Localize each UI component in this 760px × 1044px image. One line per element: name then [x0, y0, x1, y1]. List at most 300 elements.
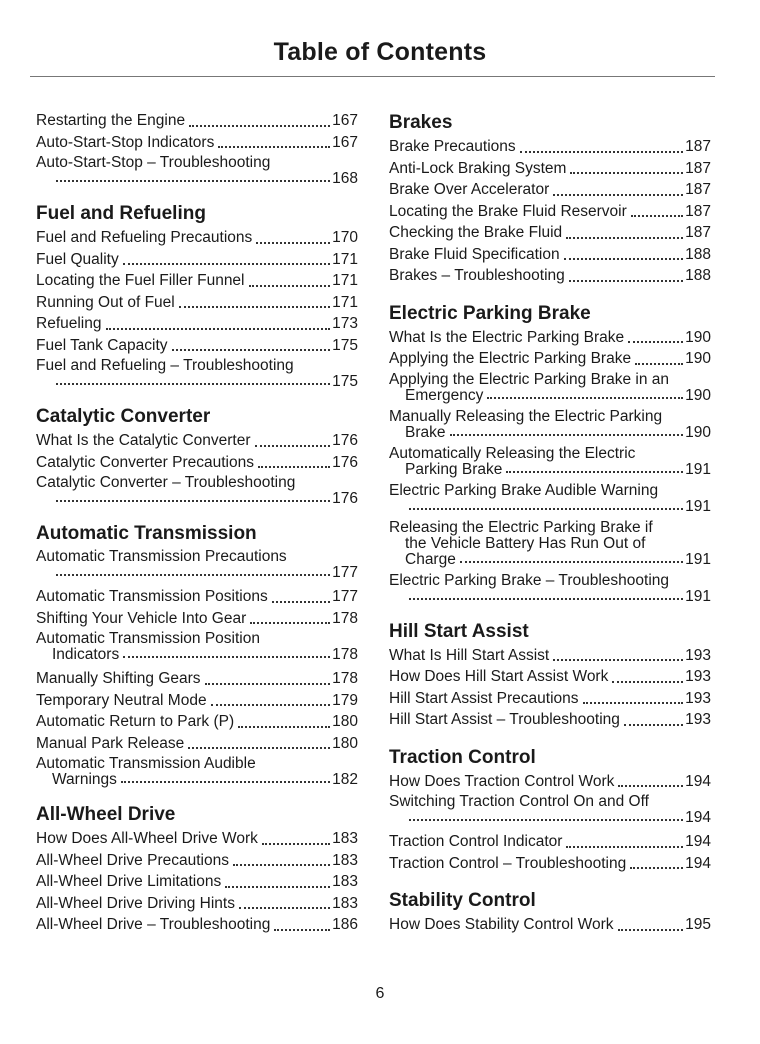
entry-page-number: 190: [685, 423, 711, 441]
toc-entry[interactable]: [36, 452, 358, 474]
dot-leader: [618, 785, 683, 787]
entry-page-number: 170: [332, 229, 358, 246]
entry-line: [36, 690, 358, 712]
dot-leader: [233, 864, 330, 866]
dot-leader: [255, 445, 331, 447]
entry-line: [389, 483, 711, 499]
dot-leader: [123, 656, 330, 658]
entry-line: [36, 227, 358, 249]
entry-line: [389, 573, 711, 589]
entry-title: What Is the Electric Parking Brake: [389, 328, 625, 346]
entry-page-number: 191: [685, 550, 711, 568]
entry-line: [389, 425, 711, 441]
entry-line: [389, 462, 711, 478]
dot-leader: [274, 929, 330, 931]
entry-title: Brakes – Troubleshooting: [389, 267, 565, 284]
entry-line: [36, 335, 358, 357]
dot-leader: [487, 397, 683, 399]
dot-leader: [618, 929, 684, 931]
dot-leader: [258, 466, 330, 468]
entry-line: [389, 709, 711, 731]
entry-line: [36, 772, 358, 788]
entry-page-number: 176: [332, 453, 358, 471]
dot-leader: [256, 242, 330, 244]
entry-line: [36, 549, 358, 565]
toc-left-column: [36, 110, 358, 936]
entry-title: Automatically Releasing the Electric: [389, 444, 636, 462]
toc-section: [389, 110, 711, 287]
entry-page-number: 178: [332, 646, 358, 663]
entry-page-number: 190: [685, 328, 711, 346]
toc-entry[interactable]: [389, 666, 711, 688]
dot-leader: [506, 471, 683, 473]
dot-leader: [106, 328, 331, 330]
toc-entry[interactable]: [36, 914, 358, 936]
entry-title: Fuel and Refueling – Troubleshooting: [36, 357, 294, 374]
entry-title: Manually Releasing the Electric Parking: [389, 407, 663, 425]
toc-entry[interactable]: [36, 631, 358, 663]
dot-leader: [409, 598, 683, 600]
toc-entry[interactable]: [36, 132, 358, 154]
toc-section: [389, 619, 711, 731]
entry-title: Automatic Transmission Positions: [36, 588, 268, 605]
toc-section: [389, 888, 711, 936]
entry-page-number: 187: [685, 181, 711, 198]
entry-title: Refueling: [36, 315, 102, 332]
entry-line: [389, 388, 711, 404]
entry-title: Indicators: [52, 646, 120, 663]
toc-entry[interactable]: [389, 831, 711, 853]
entry-line: [389, 499, 711, 515]
dot-leader: [262, 843, 330, 845]
toc-entry[interactable]: [389, 409, 711, 441]
dot-leader: [56, 180, 330, 182]
entry-line: [389, 409, 711, 425]
toc-section: [389, 745, 711, 875]
toc-entry[interactable]: [389, 265, 711, 287]
toc-entry[interactable]: [36, 733, 358, 755]
entry-page-number: 176: [332, 490, 358, 507]
entry-line: [36, 358, 358, 374]
dot-leader: [631, 215, 683, 217]
entry-title: Automatic Transmission Position: [36, 630, 260, 647]
entry-title: All-Wheel Drive Precautions: [36, 851, 229, 869]
entry-page-number: 193: [685, 646, 711, 664]
entry-line: [389, 136, 711, 158]
dot-leader: [570, 172, 683, 174]
entry-title: All-Wheel Drive – Troubleshooting: [36, 916, 271, 933]
entry-page-number: 191: [685, 587, 711, 605]
toc-entry[interactable]: [36, 227, 358, 249]
entry-line: [36, 850, 358, 872]
entry-line: [389, 348, 711, 370]
entry-page-number: 175: [332, 373, 358, 390]
entry-page-number: 167: [332, 133, 358, 151]
toc-entry[interactable]: [36, 430, 358, 452]
dot-leader: [238, 726, 330, 728]
toc-entry[interactable]: [389, 201, 711, 223]
entry-page-number: 183: [332, 851, 358, 869]
entry-page-number: 180: [332, 734, 358, 752]
entry-title: All-Wheel Drive Limitations: [36, 873, 222, 890]
entry-page-number: 190: [685, 386, 711, 404]
entry-line: [36, 110, 358, 132]
entry-line: [389, 771, 711, 793]
entry-line: [389, 520, 711, 536]
toc-section: [36, 110, 358, 187]
entry-title: Fuel Tank Capacity: [36, 336, 168, 354]
section-heading: Automatic Transmission: [36, 523, 257, 544]
dot-leader: [624, 724, 683, 726]
toc-section: [36, 201, 358, 390]
entry-line: [389, 244, 711, 266]
toc-section: [36, 521, 358, 788]
entry-line: [389, 914, 711, 936]
dot-leader: [121, 781, 330, 783]
entry-page-number: 193: [685, 711, 711, 728]
entry-title: Hill Start Assist – Troubleshooting: [389, 711, 620, 728]
toc-entry[interactable]: [389, 372, 711, 404]
toc-entry[interactable]: [36, 549, 358, 581]
entry-title: Catalytic Converter Precautions: [36, 453, 254, 471]
entry-line: [389, 222, 711, 244]
entry-page-number: 193: [685, 668, 711, 685]
entry-page-number: 175: [332, 336, 358, 354]
dot-leader: [564, 258, 684, 260]
dot-leader: [635, 363, 683, 365]
toc-right-column: [389, 110, 711, 936]
entry-page-number: 171: [332, 293, 358, 311]
entry-page-number: 194: [685, 772, 711, 790]
entry-title: Anti-Lock Braking System: [389, 159, 567, 177]
entry-title: Releasing the Electric Parking Brake if: [389, 518, 653, 536]
entry-line: [389, 158, 711, 180]
dot-leader: [249, 285, 331, 287]
page-number: 6: [375, 985, 385, 1002]
toc-entry[interactable]: [36, 313, 358, 335]
toc-entry[interactable]: [389, 446, 711, 478]
dot-leader: [179, 306, 330, 308]
toc-entry[interactable]: [389, 853, 711, 875]
entry-page-number: 183: [332, 830, 358, 847]
entry-line: [389, 372, 711, 388]
entry-line: [36, 828, 358, 850]
entry-page-number: 177: [332, 564, 358, 581]
entry-line: [36, 270, 358, 292]
entry-line: [36, 733, 358, 755]
entry-title: Applying the Electric Parking Brake in an: [389, 370, 670, 388]
entry-title: Brake: [405, 423, 446, 441]
toc-entry[interactable]: [36, 608, 358, 630]
toc-entry[interactable]: [389, 483, 711, 515]
dot-leader: [566, 846, 683, 848]
toc-section: [389, 301, 711, 605]
toc-entry[interactable]: [389, 794, 711, 826]
entry-page-number: 194: [685, 854, 711, 872]
entry-line: [389, 201, 711, 223]
entry-page-number: 171: [332, 272, 358, 289]
entry-title: Locating the Brake Fluid Reservoir: [389, 202, 627, 220]
dot-leader: [218, 146, 330, 148]
entry-line: [389, 831, 711, 853]
entry-page-number: 188: [685, 267, 711, 284]
entry-line: [389, 853, 711, 875]
dot-leader: [272, 601, 330, 603]
toc-entry[interactable]: [36, 668, 358, 690]
entry-line: [36, 914, 358, 936]
entry-line: [36, 430, 358, 452]
section-heading: Stability Control: [389, 890, 536, 911]
entry-page-number: 188: [685, 245, 711, 263]
entry-title: How Does Hill Start Assist Work: [389, 668, 609, 685]
entry-page-number: 177: [332, 588, 358, 605]
entry-title: Restarting the Engine: [36, 112, 186, 129]
entry-line: [389, 666, 711, 688]
dot-leader: [460, 561, 683, 563]
entry-title: Running Out of Fuel: [36, 293, 175, 311]
dot-leader: [409, 508, 683, 510]
dot-leader: [123, 263, 330, 265]
entry-title: Brake Fluid Specification: [389, 245, 560, 263]
toc-entry[interactable]: [36, 756, 358, 788]
toc-entry[interactable]: [36, 110, 358, 132]
dot-leader: [225, 886, 330, 888]
entry-page-number: 187: [685, 224, 711, 241]
dot-leader: [628, 341, 683, 343]
entry-line: [389, 446, 711, 462]
entry-title: Manually Shifting Gears: [36, 670, 201, 687]
section-heading: Traction Control: [389, 746, 536, 768]
dot-leader: [250, 622, 330, 624]
entry-title: Traction Control – Troubleshooting: [389, 854, 627, 872]
dot-leader: [239, 907, 330, 909]
entry-page-number: 171: [332, 250, 358, 268]
toc-entry[interactable]: [36, 893, 358, 915]
entry-title: Parking Brake: [405, 460, 503, 478]
toc-section: [36, 802, 358, 936]
section-heading: Fuel and Refueling: [36, 203, 206, 224]
toc-entry[interactable]: [36, 358, 358, 390]
toc-entry[interactable]: [389, 179, 711, 201]
entry-line: [389, 265, 711, 287]
entry-line: [36, 132, 358, 154]
entry-title: Switching Traction Control On and Off: [389, 793, 649, 810]
entry-title: Locating the Fuel Filler Funnel: [36, 272, 245, 289]
entry-page-number: 193: [685, 689, 711, 707]
entry-title: Brake Over Accelerator: [389, 181, 550, 198]
dot-leader: [56, 383, 330, 385]
toc-entry[interactable]: [36, 850, 358, 872]
entry-page-number: 191: [685, 497, 711, 515]
dot-leader: [553, 194, 683, 196]
entry-title: Applying the Electric Parking Brake: [389, 350, 632, 367]
entry-page-number: 194: [685, 833, 711, 850]
entry-page-number: 183: [332, 873, 358, 890]
entry-page-number: 182: [332, 771, 358, 788]
entry-line: [36, 171, 358, 187]
entry-line: [389, 179, 711, 201]
entry-page-number: 167: [332, 112, 358, 129]
entry-line: [389, 794, 711, 810]
dot-leader: [450, 434, 684, 436]
entry-title: How Does All-Wheel Drive Work: [36, 830, 258, 847]
entry-title: Manual Park Release: [36, 734, 185, 752]
toc-entry[interactable]: [389, 327, 711, 349]
dot-leader: [56, 500, 330, 502]
entry-line: [36, 631, 358, 647]
entry-line: [389, 327, 711, 349]
toc-entry[interactable]: [389, 158, 711, 180]
dot-leader: [189, 125, 330, 127]
entry-page-number: 178: [332, 609, 358, 627]
dot-leader: [205, 683, 331, 685]
dot-leader: [612, 681, 683, 683]
entry-line: [36, 711, 358, 733]
entry-line: [36, 374, 358, 390]
dot-leader: [553, 659, 683, 661]
entry-title: Catalytic Converter – Troubleshooting: [36, 474, 296, 491]
entry-title: Auto-Start-Stop Indicators: [36, 133, 215, 151]
section-heading: All-Wheel Drive: [36, 804, 176, 825]
entry-line: [389, 536, 711, 552]
toc-entry[interactable]: [36, 155, 358, 187]
dot-leader: [630, 867, 683, 869]
toc-entry[interactable]: [389, 645, 711, 667]
entry-title: the Vehicle Battery Has Run Out of: [405, 534, 646, 552]
entry-title: All-Wheel Drive Driving Hints: [36, 894, 235, 912]
toc-entry[interactable]: [36, 828, 358, 850]
entry-title: Electric Parking Brake Audible Warning: [389, 481, 659, 499]
entry-title: Shifting Your Vehicle Into Gear: [36, 609, 247, 627]
entry-line: [36, 565, 358, 581]
entry-title: How Does Traction Control Work: [389, 772, 615, 790]
entry-page-number: 178: [332, 670, 358, 687]
entry-line: [36, 249, 358, 271]
dot-leader: [409, 819, 683, 821]
entry-title: Warnings: [52, 771, 117, 788]
toc-entry[interactable]: [389, 244, 711, 266]
entry-page-number: 180: [332, 713, 358, 730]
entry-line: [36, 292, 358, 314]
toc-entry[interactable]: [36, 292, 358, 314]
entry-page-number: 187: [685, 202, 711, 220]
toc-entry[interactable]: [389, 222, 711, 244]
toc-entry[interactable]: [389, 136, 711, 158]
toc-entry[interactable]: [36, 270, 358, 292]
toc-entry[interactable]: [36, 475, 358, 507]
toc-entry[interactable]: [36, 871, 358, 893]
page-title: Table of Contents: [273, 38, 487, 66]
entry-page-number: 190: [685, 350, 711, 367]
entry-title: Emergency: [405, 386, 484, 404]
dot-leader: [188, 747, 330, 749]
entry-title: How Does Stability Control Work: [389, 916, 614, 933]
dot-leader: [583, 702, 684, 704]
entry-line: [389, 688, 711, 710]
toc-entry[interactable]: [36, 711, 358, 733]
toc-entry[interactable]: [389, 771, 711, 793]
entry-title: Electric Parking Brake – Troubleshooting: [389, 571, 670, 589]
toc-entry[interactable]: [389, 914, 711, 936]
section-heading: Hill Start Assist: [389, 620, 529, 642]
entry-line: [36, 452, 358, 474]
dot-leader: [172, 349, 331, 351]
entry-line: [36, 155, 358, 171]
entry-title: Checking the Brake Fluid: [389, 224, 563, 241]
section-heading: Electric Parking Brake: [389, 302, 591, 324]
entry-title: Fuel and Refueling Precautions: [36, 229, 253, 246]
entry-title: Automatic Return to Park (P): [36, 713, 235, 730]
section-heading: Brakes: [389, 112, 453, 133]
section-heading: Catalytic Converter: [36, 406, 211, 427]
entry-line: [389, 645, 711, 667]
entry-title: Hill Start Assist Precautions: [389, 689, 579, 707]
entry-line: [36, 756, 358, 772]
entry-title: Charge: [405, 550, 456, 568]
toc-section: [36, 404, 358, 507]
entry-page-number: 179: [332, 691, 358, 709]
title-divider: [30, 76, 715, 77]
entry-title: Automatic Transmission Audible: [36, 755, 256, 772]
entry-page-number: 191: [685, 460, 711, 478]
toc-entry[interactable]: [389, 709, 711, 731]
dot-leader: [569, 280, 683, 282]
entry-title: Fuel Quality: [36, 250, 119, 268]
entry-page-number: 186: [332, 916, 358, 933]
entry-page-number: 176: [332, 432, 358, 449]
entry-page-number: 183: [332, 894, 358, 912]
entry-title: What Is Hill Start Assist: [389, 646, 550, 664]
entry-line: [36, 668, 358, 690]
entry-page-number: 195: [685, 916, 711, 933]
toc-entry[interactable]: [36, 690, 358, 712]
entry-line: [36, 608, 358, 630]
entry-page-number: 168: [332, 170, 358, 187]
entry-title: Traction Control Indicator: [389, 833, 563, 850]
toc-entry[interactable]: [36, 249, 358, 271]
entry-line: [36, 313, 358, 335]
entry-line: [389, 810, 711, 826]
entry-line: [36, 871, 358, 893]
entry-page-number: 187: [685, 159, 711, 177]
toc-entry[interactable]: [389, 348, 711, 370]
dot-leader: [56, 574, 330, 576]
dot-leader: [520, 151, 683, 153]
entry-title: Temporary Neutral Mode: [36, 691, 207, 709]
entry-page-number: 194: [685, 809, 711, 826]
toc-entry[interactable]: [36, 335, 358, 357]
toc-entry[interactable]: [389, 520, 711, 568]
entry-line: [389, 589, 711, 605]
entry-line: [36, 586, 358, 608]
entry-page-number: 187: [685, 138, 711, 155]
entry-title: Automatic Transmission Precautions: [36, 548, 287, 565]
toc-entry[interactable]: [36, 586, 358, 608]
dot-leader: [566, 237, 683, 239]
dot-leader: [211, 704, 331, 706]
entry-line: [36, 475, 358, 491]
entry-line: [36, 491, 358, 507]
entry-title: What Is the Catalytic Converter: [36, 432, 251, 449]
entry-line: [389, 552, 711, 568]
entry-title: Auto-Start-Stop – Troubleshooting: [36, 154, 271, 171]
toc-entry[interactable]: [389, 688, 711, 710]
entry-page-number: 173: [332, 315, 358, 332]
toc-entry[interactable]: [389, 573, 711, 605]
entry-line: [36, 647, 358, 663]
entry-title: Brake Precautions: [389, 138, 516, 155]
entry-line: [36, 893, 358, 915]
